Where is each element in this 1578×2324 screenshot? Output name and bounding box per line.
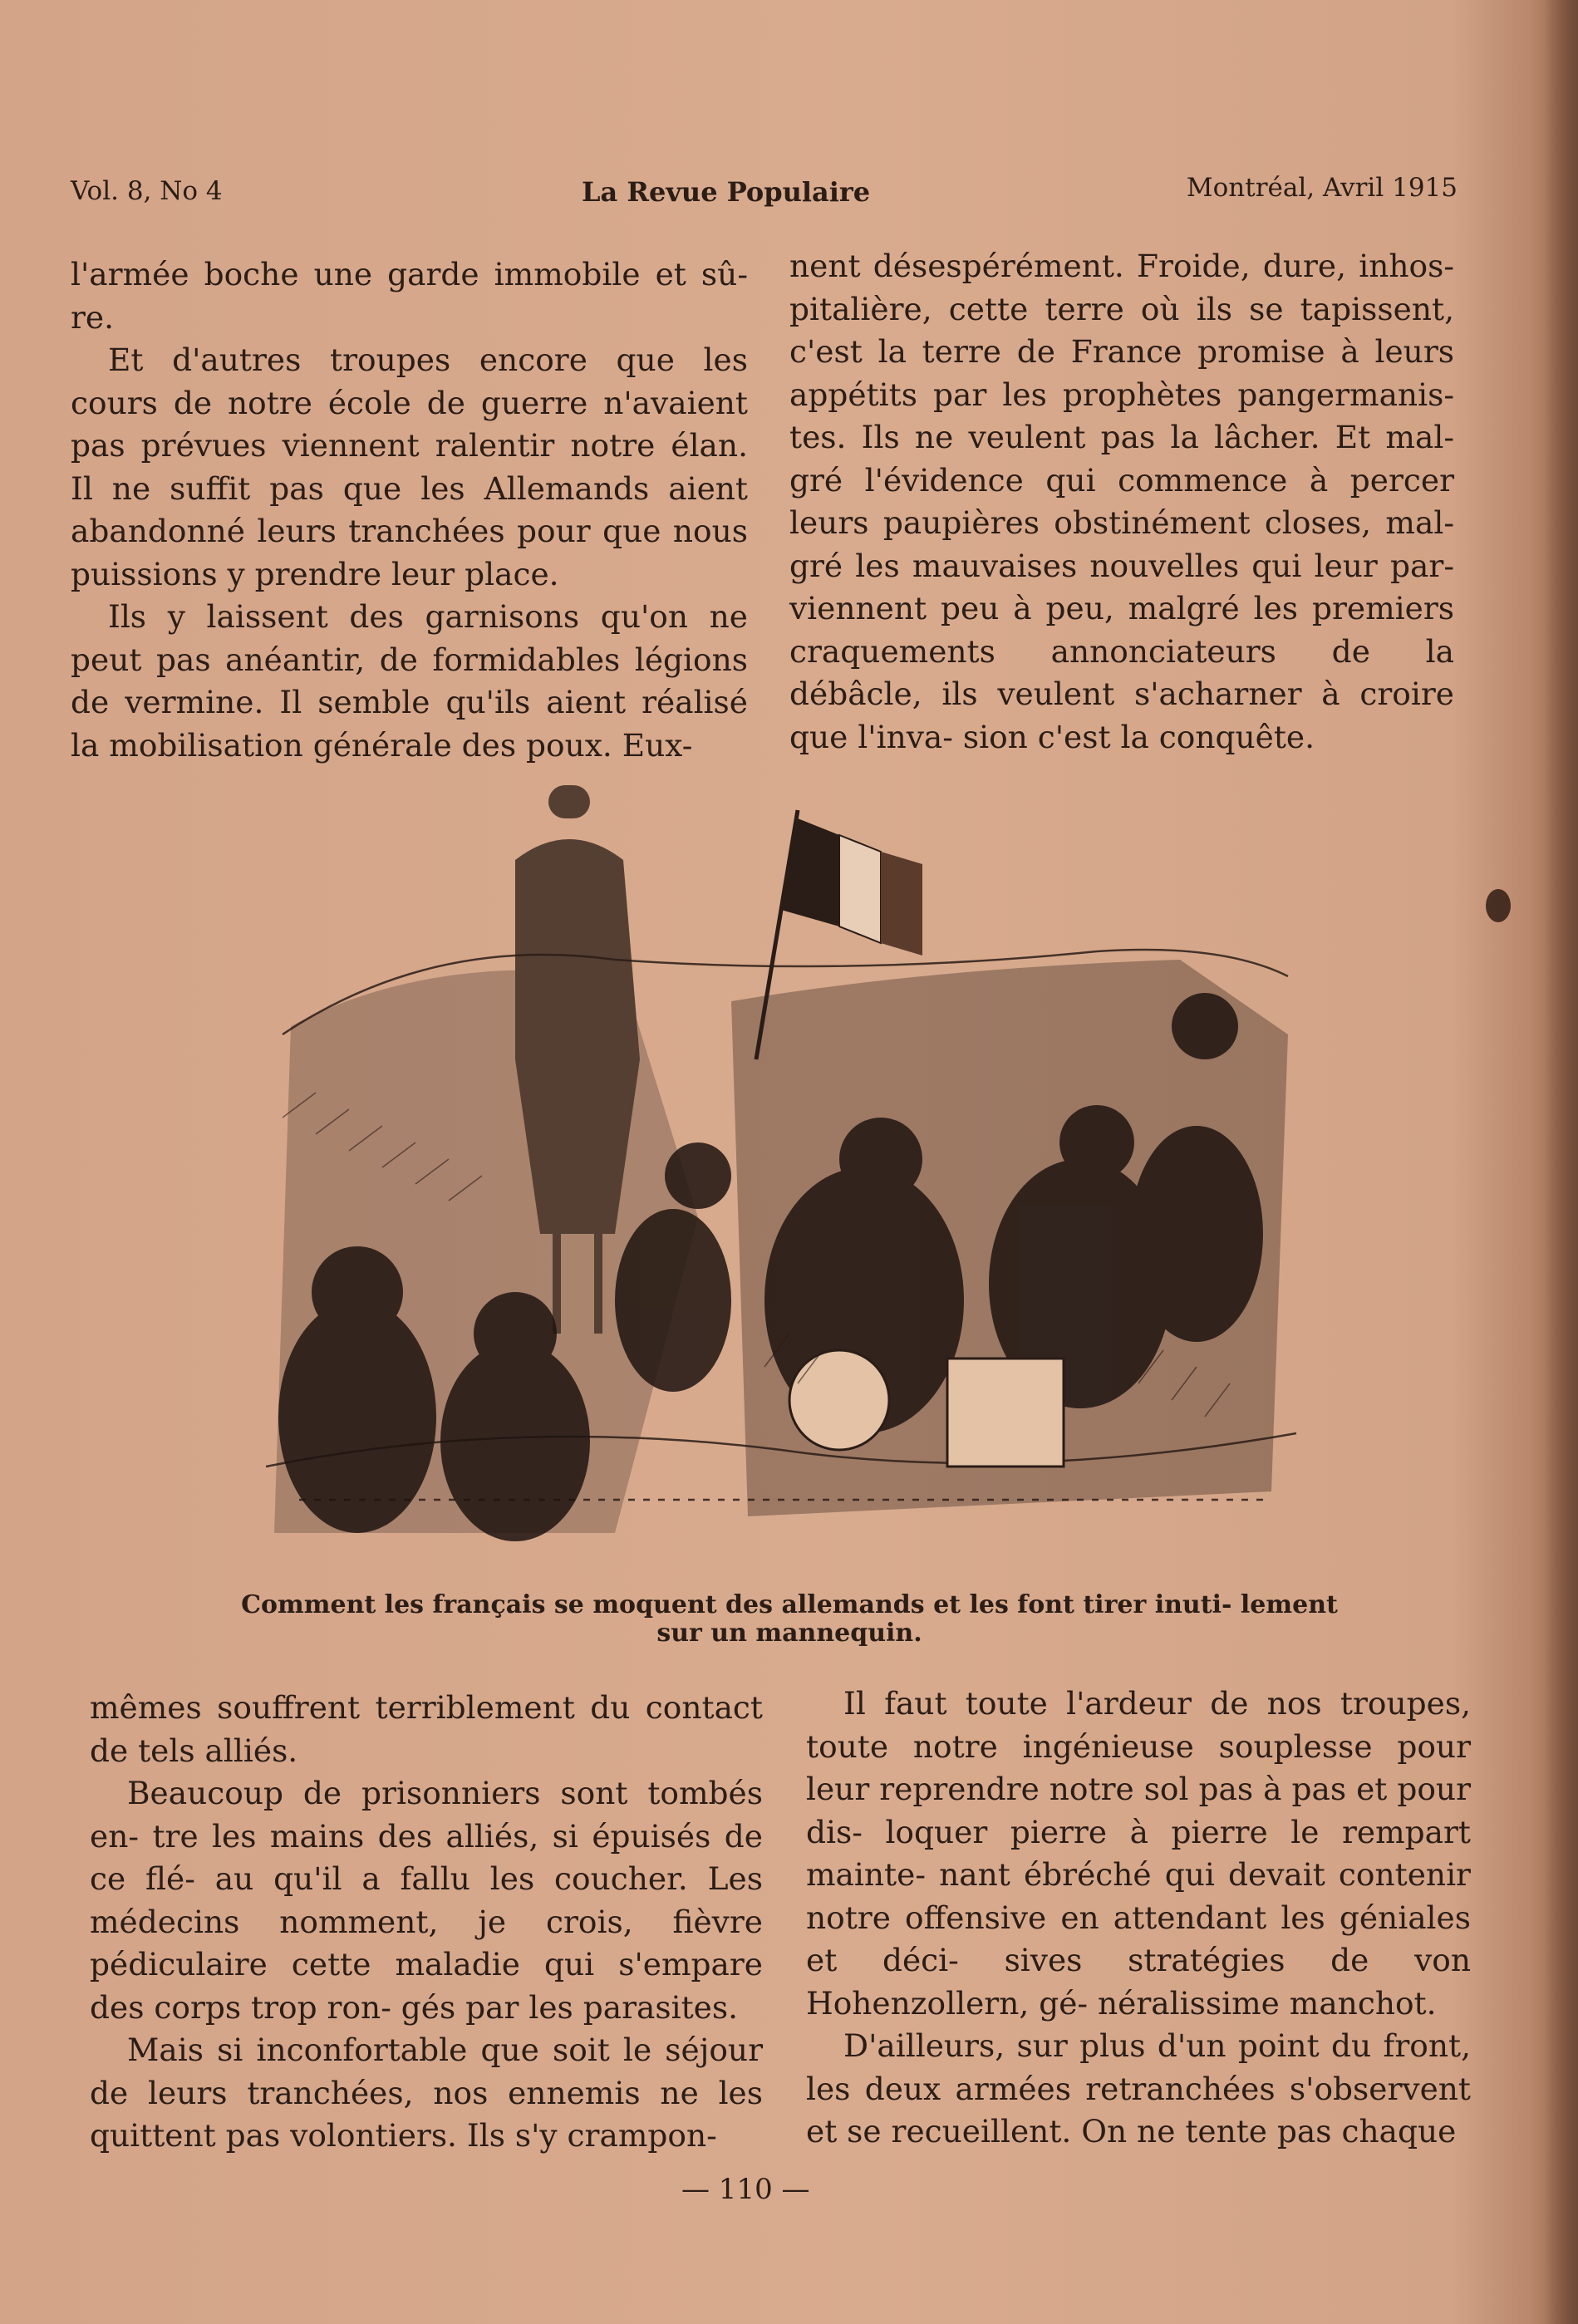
paragraph: Mais si inconfortable que soit le séjour de leurs tranchées, nos ennemis ne les quittent pas volontiers. Ils s'y crampon-: [90, 2032, 763, 2154]
column-bottom-left: [90, 1687, 763, 2158]
running-header: [71, 173, 1458, 218]
paragraph: Et d'autres troupes encore que les cours de notre école de guerre n'avaient pas prévues viennent ralentir notre élan. Il ne suffit pas que les Allemands aient abandonné leurs tranchées pour que nous puissions y prendre leur place.: [71, 341, 748, 592]
column-top-left: [71, 253, 748, 767]
ink-stain: [1486, 889, 1511, 922]
paragraph: nent désespérément. Froide, dure, inhos- pitalière, cette terre où ils se tapissent, c'est la terre de France promise à leurs appétits par les prophètes pangermanis- tes. Ils ne veulent pas la lâcher. Et mal- gré l'évidence qui commence à percer leurs paupières obstinément closes, mal- gré les mauvaises nouvelles qui leur par- viennent peu à peu, malgré les premiers craquements annonciateurs de la débâcle, ils veulent s'acharner à croire que l'inva- sion c'est la conquête.: [789, 248, 1454, 755]
paragraph: D'ailleurs, sur plus d'un point du front, les deux armées retranchées s'observent et se recueillent. On ne tente pas chaque: [806, 2027, 1471, 2150]
page-binding-edge: [1545, 0, 1578, 2324]
column-bottom-right: [806, 1683, 1471, 2154]
paragraph: Beaucoup de prisonniers sont tombés en- tre les mains des alliés, si épuisés de ce flé- au qu'il a fallu les coucher. Les médecins nomment, je crois, fièvre pédiculaire cette maladie qui s'empare des corps trop ron- gés par les parasites.: [90, 1775, 763, 2026]
paragraph: l'armée boche une garde immobile et sû- re.: [71, 256, 748, 336]
trench-illustration: [266, 785, 1300, 1566]
illustration-caption: Comment les français se moquent des allemands et les font tirer inuti- lement sur un mannequin.: [241, 1590, 1338, 1648]
paragraph: Ils y laissent des garnisons qu'on ne peut pas anéantir, de formidables légions de vermine. Il semble qu'ils aient réalisé la mobilisation générale des poux. Eux-: [71, 598, 748, 764]
publication-title: La Revue Populaire: [582, 176, 871, 208]
paragraph: mêmes souffrent terriblement du contact de tels alliés.: [90, 1689, 763, 1769]
page-number: — 110 —: [681, 2173, 810, 2206]
paragraph: Il faut toute l'ardeur de nos troupes, toute notre ingénieuse souplesse pour leur reprendre notre sol pas à pas et pour dis- loquer pierre à pierre le rempart mainte- nant ébréché qui devait contenir notre offensive en attendant les géniales et déci- sives stratégies de von Hohenzollern, gé- néralissime manchot.: [806, 1685, 1471, 2022]
volume-number: Vol. 8, No 4: [71, 176, 223, 206]
place-date: Montréal, Avril 1915: [1186, 173, 1458, 203]
column-top-right: [789, 245, 1454, 759]
